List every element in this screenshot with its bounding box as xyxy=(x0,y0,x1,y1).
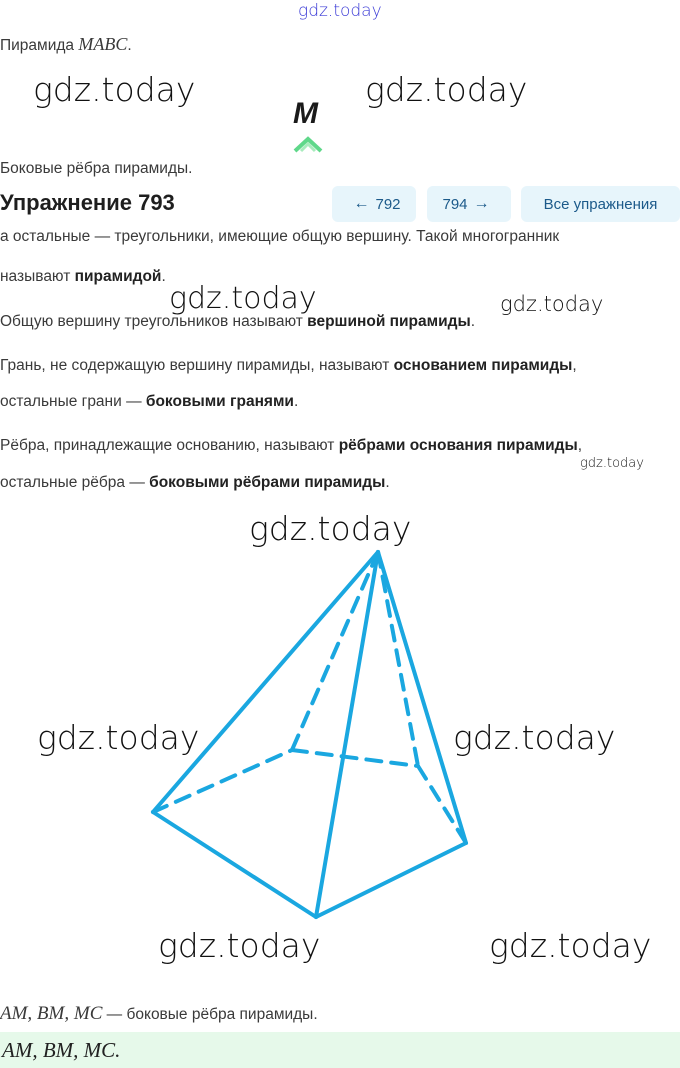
watermark: gdz.today xyxy=(249,509,412,548)
watermark: gdz.today xyxy=(33,70,196,109)
theory-term: вершиной пирамиды xyxy=(307,313,471,330)
theory-line-5 xyxy=(0,437,582,455)
pyramid-hidden-base-right xyxy=(418,766,466,843)
theory-text: . xyxy=(470,313,476,330)
theory-line-2 xyxy=(0,313,475,331)
theory-text: . xyxy=(385,474,390,491)
theory-text: . xyxy=(293,393,299,410)
theory-text: , xyxy=(577,437,583,454)
watermark: gdz.today xyxy=(453,718,616,757)
pyramid-edge-front xyxy=(316,552,378,917)
answer-box xyxy=(0,1032,680,1068)
top-watermark: gdz.today xyxy=(298,1,382,21)
watermark: gdz.today xyxy=(365,70,528,109)
watermark: gdz.today xyxy=(500,292,604,316)
all-exercises-label: Все упражнения xyxy=(543,195,658,213)
pyramid-base-front-left xyxy=(153,812,316,917)
answer-final: AM, BM, MC. xyxy=(2,1038,121,1062)
intro-math: MABC xyxy=(78,34,128,54)
arrow-left-icon: ← xyxy=(353,195,370,212)
pyramid-base-front-right xyxy=(316,843,466,917)
theory-text: , xyxy=(572,357,577,374)
pyramid-hidden-base-left xyxy=(153,750,292,812)
watermark: gdz.today xyxy=(580,456,644,471)
watermark: gdz.today xyxy=(158,926,321,965)
theory-text: Общую вершину треугольников называют xyxy=(0,313,308,330)
theory-line-4 xyxy=(0,393,298,411)
watermark: gdz.today xyxy=(169,281,317,316)
pyramid-edge-right xyxy=(378,552,466,843)
theory-term: боковыми гранями xyxy=(145,393,294,410)
answer-math: AM, BM, MC xyxy=(0,1003,103,1024)
theory-line-3 xyxy=(0,357,577,375)
pyramid-edge-left xyxy=(153,552,378,812)
intro-end: . xyxy=(127,37,132,54)
intro-text xyxy=(0,34,132,55)
page-title: Упражнение 793 xyxy=(0,190,175,215)
next-exercise-label: 794 xyxy=(442,195,468,213)
prev-exercise-label: 792 xyxy=(375,195,401,213)
theory-term: рёбрами основания пирамиды xyxy=(338,437,578,454)
pyramid-hidden-edge-back xyxy=(292,552,378,750)
theory-text: . xyxy=(161,268,166,285)
next-exercise-button[interactable] xyxy=(427,186,511,222)
theory-text: остальные рёбра — xyxy=(0,474,150,491)
watermark: gdz.today xyxy=(37,718,200,757)
theory-text: Грань, не содержащую вершину пирамиды, называют xyxy=(0,357,394,374)
theory-text: Рёбра, принадлежащие основанию, называют xyxy=(0,437,339,454)
side-edges-text: Боковые рёбра пирамиды. xyxy=(0,160,193,177)
pyramid-hidden-base-back xyxy=(292,750,418,766)
apex-letter: M xyxy=(293,97,318,130)
intro-label: Пирамида xyxy=(0,37,79,54)
answer-line xyxy=(0,1003,318,1025)
apex-accent-icon xyxy=(293,135,323,153)
theory-text: называют xyxy=(0,268,75,285)
theory-line-6 xyxy=(0,474,390,492)
arrow-right-icon: → xyxy=(473,195,490,212)
prev-exercise-button[interactable] xyxy=(332,186,416,222)
answer-text: — боковые рёбра пирамиды. xyxy=(102,1006,318,1023)
all-exercises-button[interactable] xyxy=(521,186,680,222)
theory-line-1 xyxy=(0,268,166,286)
theory-cut-line-text: а остальные — треугольники, имеющие общую вершину. Такой многогранник xyxy=(0,228,560,245)
theory-cut-line xyxy=(0,226,680,246)
theory-term: пирамидой xyxy=(74,268,162,285)
watermark: gdz.today xyxy=(489,926,652,965)
theory-term: боковыми рёбрами пирамиды xyxy=(149,474,386,491)
theory-term: основанием пирамиды xyxy=(393,357,573,374)
theory-text: остальные грани — xyxy=(0,393,146,410)
